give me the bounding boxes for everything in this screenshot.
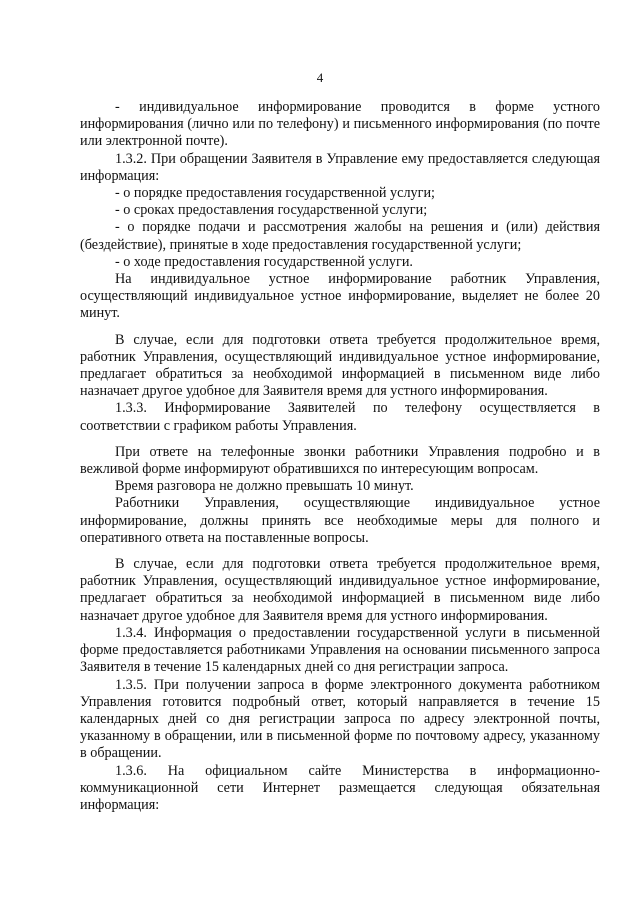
paragraph-employees-measures: Работники Управления, осуществляющие индивидуальное устное информирование, должны принять все необходимые меры для полного и оперативного ответа на поставленные вопросы. [80, 495, 600, 546]
paragraph-long-answer-2: В случае, если для подготовки ответа требуется продолжительное время, работник Управления, осуществляющий индивидуальное устное информирование, предлагает обратиться за необходимой информацией в письменном виде либо назначает другое удобное для Заявителя время для устного информирования. [80, 556, 600, 624]
paragraph-oral-time-limit: На индивидуальное устное информирование работник Управления, осуществляющий индивидуальное устное информирование, выделяет не более 20 минут. [80, 271, 600, 322]
list-item-procedure: - о порядке предоставления государственной услуги; [115, 185, 435, 202]
paragraph-phone-calls: При ответе на телефонные звонки работники Управления подробно и в вежливой форме информируют обратившихся по интересующим вопросам. [80, 443, 600, 478]
list-item-complaints: - о порядке подачи и рассмотрения жалобы на решения и (или) действия (бездействие), принятые в ходе предоставления государственной услуги; [80, 219, 600, 253]
document-body [80, 99, 600, 814]
paragraph-1-3-2: 1.3.2. При обращении Заявителя в Управление ему предоставляется следующая информация: [80, 150, 600, 184]
paragraph-1-3-5: 1.3.5. При получении запроса в форме электронного документа работником Управления готовится подробный ответ, который направляется в течение 15 календарных дней со дня регистрации запроса по адресу электронной почты, указанному в обращении, или в письменной форме по почтовому адресу, указанному в обращении. [80, 676, 600, 762]
paragraph-long-answer-1: В случае, если для подготовки ответа требуется продолжительное время, работник Управления, осуществляющий индивидуальное устное информирование, предлагает обратиться за необходимой информацией в письменном виде либо назначает другое удобное для Заявителя время для устного информирования. [80, 331, 600, 400]
paragraph-1-3-4: 1.3.4. Информация о предоставлении государственной услуги в письменной форме предоставляется работниками Управления на основании письменного запроса Заявителя в течение 15 календарных дней со дня регистрации запроса. [80, 624, 600, 676]
paragraph-1-3-3: 1.3.3. Информирование Заявителей по телефону осуществляется в соответствии с графиком работы Управления. [80, 400, 600, 434]
paragraph-informing-forms: - индивидуальное информирование проводится в форме устного информирования (лично или по телефону) и письменного информирования (по почте или электронной почте). [80, 99, 600, 150]
paragraph-call-duration: Время разговора не должно превышать 10 минут. [115, 478, 414, 495]
page-number: 4 [316, 70, 324, 85]
paragraph-1-3-6: 1.3.6. На официальном сайте Министерства в информационно-коммуникационной сети Интернет размещается следующая обязательная информация: [80, 762, 600, 813]
list-item-progress: - о ходе предоставления государственной услуги. [115, 253, 413, 270]
list-item-terms: - о сроках предоставления государственной услуги; [115, 202, 428, 219]
